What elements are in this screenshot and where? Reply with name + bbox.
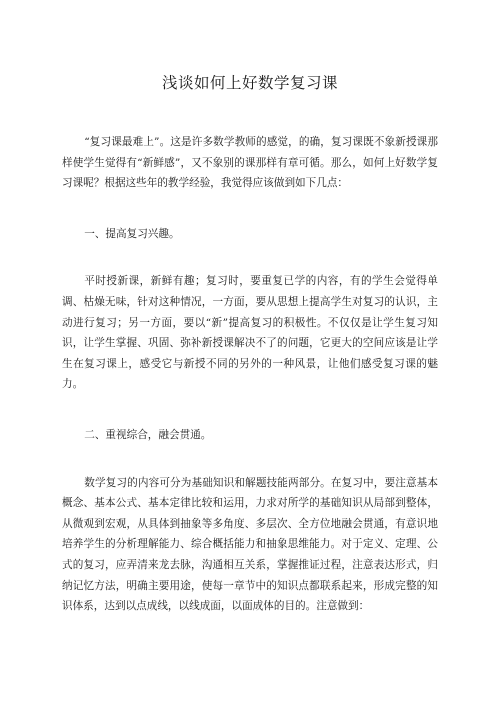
section2-heading: 二、重视综合，融会贯通。 xyxy=(84,428,212,441)
spacer xyxy=(62,244,438,271)
section2-paragraph: 数学复习的内容可分为基础知识和解题技能两部分。在复习中，要注意基本概念、基本公式、基本定律比较和运用，力求对所学的基础知识从局部到整体，从微观到宏观，从具体到抽象等多角度、多层次、全方位地融会贯通，有意识地培养学生的分析理解能力、综合概括能力和抽象思维能力。对于定义、定理、公式的复习，应弄清来龙去脉，沟通相互关系，掌握推证过程，注意表达形式，归纳记忆方法，明确主要用途，使每一章节中的知识点都联系起来，形成完整的知识体系，达到以点成线，以线成面，以面成体的目的。注意做到： xyxy=(62,476,438,613)
document-title: 浅谈如何上好数学复习课 xyxy=(161,74,338,92)
section1-paragraph: 平时授新课，新鲜有趣；复习时，要重复已学的内容，有的学生会觉得单调、枯燥无味，针对这种情况，一方面，要从思想上提高学生对复习的认识，主动进行复习；另一方面，要以“新”提高复习的积极性。不仅仅是让学生复习知识，让学生掌握、巩固、弥补新授课解决不了的问题，它更大的空间应该是让学生在复习课上，感受它与新授不同的另外的一种风景，让他们感受复习课的魅力。 xyxy=(62,275,438,391)
spacer xyxy=(62,395,438,425)
spacer xyxy=(62,446,438,473)
spacer xyxy=(62,194,438,224)
section1-heading: 一、提高复习兴趣。 xyxy=(84,227,180,240)
intro-paragraph: “复习课最难上”。这是许多数学教师的感觉，的确，复习课既不象新授课那样使学生觉得有“新鲜感”，又不象别的课那样有章可循。那么，如何上好数学复习课呢？根据这些年的教学经验，我觉得应该做到如下几点： xyxy=(62,136,438,190)
